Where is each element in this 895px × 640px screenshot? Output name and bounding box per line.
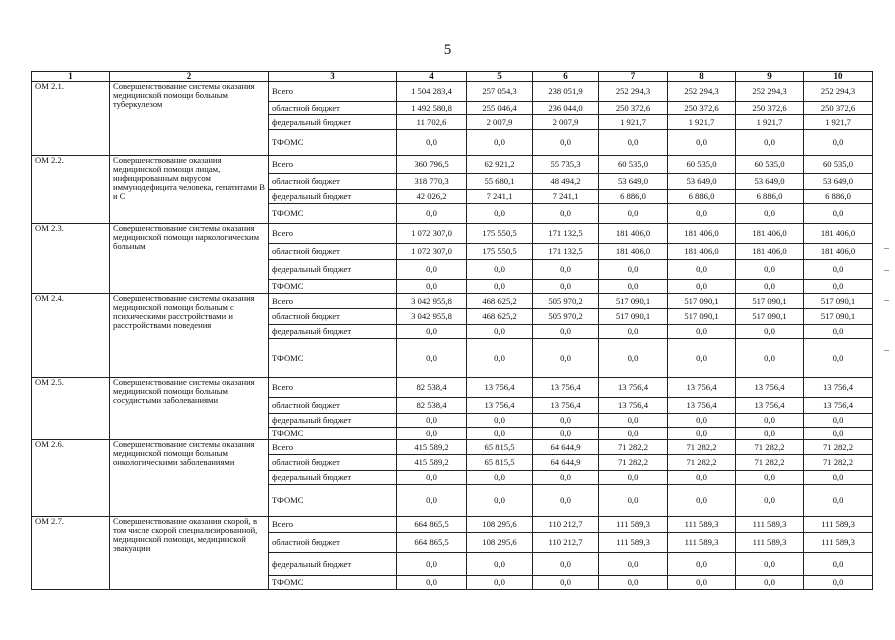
amount-cell: 252 294,3 xyxy=(804,82,873,102)
amount-cell: 0,0 xyxy=(736,414,804,428)
amount-cell: 0,0 xyxy=(599,339,668,378)
amount-cell: 108 295,6 xyxy=(467,517,533,533)
amount-cell: 71 282,2 xyxy=(804,455,873,471)
funding-source: областной бюджет xyxy=(269,398,397,414)
amount-cell: 1 921,7 xyxy=(599,115,668,130)
amount-cell: 0,0 xyxy=(668,130,736,156)
amount-cell: 664 865,5 xyxy=(397,517,467,533)
measure-code: ОМ 2.2. xyxy=(32,156,110,224)
column-header: 9 xyxy=(736,72,804,82)
amount-cell: 13 756,4 xyxy=(736,378,804,398)
amount-cell: 517 090,1 xyxy=(599,294,668,309)
amount-cell: 0,0 xyxy=(397,339,467,378)
amount-cell: 0,0 xyxy=(533,428,599,440)
amount-cell: 0,0 xyxy=(467,576,533,590)
amount-cell: 0,0 xyxy=(668,485,736,517)
measure-name: Совершенствование оказания скорой, в том числе скорой специализированной, медицинской помощи, медицинской эвакуации xyxy=(110,517,269,590)
amount-cell: 53 649,0 xyxy=(668,174,736,190)
amount-cell: 111 589,3 xyxy=(599,533,668,553)
amount-cell: 0,0 xyxy=(804,576,873,590)
amount-cell: 181 406,0 xyxy=(668,244,736,260)
column-header: 5 xyxy=(467,72,533,82)
funding-source: ТФОМС xyxy=(269,428,397,440)
column-header: 1 xyxy=(32,72,110,82)
column-header: 8 xyxy=(668,72,736,82)
funding-source: Всего xyxy=(269,378,397,398)
amount-cell: 0,0 xyxy=(668,414,736,428)
amount-cell: 7 241,1 xyxy=(533,190,599,204)
amount-cell: 60 535,0 xyxy=(736,156,804,174)
page-number: 5 xyxy=(443,42,452,58)
amount-cell: 3 042 955,8 xyxy=(397,294,467,309)
column-header: 3 xyxy=(269,72,397,82)
amount-cell: 111 589,3 xyxy=(804,517,873,533)
funding-source: Всего xyxy=(269,294,397,309)
amount-cell: 71 282,2 xyxy=(599,440,668,455)
column-header: 10 xyxy=(804,72,873,82)
amount-cell: 0,0 xyxy=(736,325,804,339)
amount-cell: 82 538,4 xyxy=(397,398,467,414)
amount-cell: 0,0 xyxy=(599,130,668,156)
amount-cell: 111 589,3 xyxy=(668,533,736,553)
amount-cell: 468 625,2 xyxy=(467,294,533,309)
amount-cell: 65 815,5 xyxy=(467,440,533,455)
amount-cell: 0,0 xyxy=(736,471,804,485)
amount-cell: 0,0 xyxy=(397,414,467,428)
amount-cell: 664 865,5 xyxy=(397,533,467,553)
amount-cell: 0,0 xyxy=(599,576,668,590)
amount-cell: 6 886,0 xyxy=(804,190,873,204)
amount-cell: 13 756,4 xyxy=(804,378,873,398)
amount-cell: 360 796,5 xyxy=(397,156,467,174)
amount-cell: 517 090,1 xyxy=(599,309,668,325)
amount-cell: 0,0 xyxy=(599,204,668,224)
table-row xyxy=(32,224,873,244)
amount-cell: 13 756,4 xyxy=(668,378,736,398)
amount-cell: 1 072 307,0 xyxy=(397,224,467,244)
amount-cell: 60 535,0 xyxy=(668,156,736,174)
amount-cell: 0,0 xyxy=(736,204,804,224)
amount-cell: 0,0 xyxy=(397,428,467,440)
amount-cell: 0,0 xyxy=(397,553,467,576)
amount-cell: 13 756,4 xyxy=(467,378,533,398)
amount-cell: 55 680,1 xyxy=(467,174,533,190)
funding-source: федеральный бюджет xyxy=(269,471,397,485)
amount-cell: 415 589,2 xyxy=(397,440,467,455)
funding-source: ТФОМС xyxy=(269,280,397,294)
measure-code: ОМ 2.3. xyxy=(32,224,110,294)
amount-cell: 0,0 xyxy=(397,204,467,224)
amount-cell: 1 921,7 xyxy=(668,115,736,130)
amount-cell: 0,0 xyxy=(804,130,873,156)
amount-cell: 0,0 xyxy=(533,325,599,339)
amount-cell: 318 770,3 xyxy=(397,174,467,190)
amount-cell: 1 504 283,4 xyxy=(397,82,467,102)
amount-cell: 0,0 xyxy=(533,485,599,517)
amount-cell: 0,0 xyxy=(736,576,804,590)
amount-cell: 252 294,3 xyxy=(668,82,736,102)
amount-cell: 11 702,6 xyxy=(397,115,467,130)
amount-cell: 60 535,0 xyxy=(599,156,668,174)
amount-cell: 60 535,0 xyxy=(804,156,873,174)
amount-cell: 0,0 xyxy=(467,339,533,378)
measure-code: ОМ 2.4. xyxy=(32,294,110,378)
funding-source: Всего xyxy=(269,440,397,455)
amount-cell: 0,0 xyxy=(668,576,736,590)
amount-cell: 0,0 xyxy=(599,471,668,485)
amount-cell: 0,0 xyxy=(599,414,668,428)
funding-source: ТФОМС xyxy=(269,576,397,590)
amount-cell: 0,0 xyxy=(533,130,599,156)
amount-cell: 13 756,4 xyxy=(668,398,736,414)
amount-cell: 0,0 xyxy=(533,260,599,280)
amount-cell: 6 886,0 xyxy=(736,190,804,204)
amount-cell: 0,0 xyxy=(467,325,533,339)
amount-cell: 0,0 xyxy=(668,339,736,378)
amount-cell: 0,0 xyxy=(668,553,736,576)
table-row xyxy=(32,517,873,533)
amount-cell: 53 649,0 xyxy=(736,174,804,190)
funding-source: областной бюджет xyxy=(269,174,397,190)
amount-cell: 2 007,9 xyxy=(467,115,533,130)
amount-cell: 175 550,5 xyxy=(467,244,533,260)
amount-cell: 0,0 xyxy=(668,260,736,280)
funding-source: областной бюджет xyxy=(269,533,397,553)
amount-cell: 111 589,3 xyxy=(804,533,873,553)
amount-cell: 6 886,0 xyxy=(668,190,736,204)
amount-cell: 505 970,2 xyxy=(533,309,599,325)
column-header: 6 xyxy=(533,72,599,82)
measure-code: ОМ 2.7. xyxy=(32,517,110,590)
column-header: 2 xyxy=(110,72,269,82)
amount-cell: 0,0 xyxy=(397,130,467,156)
amount-cell: 2 007,9 xyxy=(533,115,599,130)
amount-cell: 0,0 xyxy=(533,553,599,576)
amount-cell: 0,0 xyxy=(397,576,467,590)
amount-cell: 1 921,7 xyxy=(736,115,804,130)
measure-name: Совершенствование оказания медицинской помощи лицам, инфицированным вирусом иммунодефицита человека, гепатитами В и С xyxy=(110,156,269,224)
amount-cell: 505 970,2 xyxy=(533,294,599,309)
amount-cell: 0,0 xyxy=(467,553,533,576)
amount-cell: 111 589,3 xyxy=(668,517,736,533)
amount-cell: 171 132,5 xyxy=(533,224,599,244)
amount-cell: 1 921,7 xyxy=(804,115,873,130)
amount-cell: 13 756,4 xyxy=(599,398,668,414)
amount-cell: 0,0 xyxy=(533,339,599,378)
measure-code: ОМ 2.5. xyxy=(32,378,110,440)
funding-source: федеральный бюджет xyxy=(269,115,397,130)
amount-cell: 13 756,4 xyxy=(736,398,804,414)
amount-cell: 181 406,0 xyxy=(804,244,873,260)
amount-cell: 71 282,2 xyxy=(736,455,804,471)
amount-cell: 0,0 xyxy=(736,553,804,576)
amount-cell: 71 282,2 xyxy=(668,455,736,471)
amount-cell: 0,0 xyxy=(533,204,599,224)
table-row xyxy=(32,294,873,309)
amount-cell: 257 054,3 xyxy=(467,82,533,102)
amount-cell: 62 921,2 xyxy=(467,156,533,174)
amount-cell: 0,0 xyxy=(397,471,467,485)
amount-cell: 7 241,1 xyxy=(467,190,533,204)
amount-cell: 0,0 xyxy=(599,428,668,440)
amount-cell: 0,0 xyxy=(467,485,533,517)
amount-cell: 175 550,5 xyxy=(467,224,533,244)
amount-cell: 0,0 xyxy=(599,325,668,339)
measure-name: Совершенствование системы оказания медицинской помощи больным туберкулезом xyxy=(110,82,269,156)
amount-cell: 55 735,3 xyxy=(533,156,599,174)
amount-cell: 468 625,2 xyxy=(467,309,533,325)
amount-cell: 0,0 xyxy=(533,471,599,485)
amount-cell: 517 090,1 xyxy=(736,294,804,309)
amount-cell: 181 406,0 xyxy=(736,224,804,244)
amount-cell: 181 406,0 xyxy=(668,224,736,244)
scan-mark xyxy=(884,350,889,351)
amount-cell: 0,0 xyxy=(397,260,467,280)
funding-source: федеральный бюджет xyxy=(269,414,397,428)
table-row xyxy=(32,156,873,174)
amount-cell: 181 406,0 xyxy=(804,224,873,244)
amount-cell: 250 372,6 xyxy=(804,102,873,115)
amount-cell: 0,0 xyxy=(533,414,599,428)
amount-cell: 0,0 xyxy=(804,339,873,378)
amount-cell: 0,0 xyxy=(804,471,873,485)
scan-mark xyxy=(884,270,889,271)
amount-cell: 71 282,2 xyxy=(736,440,804,455)
amount-cell: 0,0 xyxy=(804,260,873,280)
funding-source: Всего xyxy=(269,224,397,244)
amount-cell: 236 044,0 xyxy=(533,102,599,115)
funding-source: федеральный бюджет xyxy=(269,190,397,204)
table-row xyxy=(32,440,873,455)
funding-source: ТФОМС xyxy=(269,130,397,156)
amount-cell: 0,0 xyxy=(804,204,873,224)
amount-cell: 1 072 307,0 xyxy=(397,244,467,260)
amount-cell: 13 756,4 xyxy=(599,378,668,398)
amount-cell: 0,0 xyxy=(668,204,736,224)
measure-name: Совершенствование системы оказания медицинской помощи больным с психическими расстройствами и расстройствами поведения xyxy=(110,294,269,378)
amount-cell: 0,0 xyxy=(804,485,873,517)
amount-cell: 111 589,3 xyxy=(736,517,804,533)
amount-cell: 48 494,2 xyxy=(533,174,599,190)
amount-cell: 0,0 xyxy=(736,130,804,156)
amount-cell: 6 886,0 xyxy=(599,190,668,204)
amount-cell: 13 756,4 xyxy=(467,398,533,414)
measure-code: ОМ 2.1. xyxy=(32,82,110,156)
amount-cell: 53 649,0 xyxy=(804,174,873,190)
amount-cell: 13 756,4 xyxy=(804,398,873,414)
amount-cell: 0,0 xyxy=(599,280,668,294)
amount-cell: 0,0 xyxy=(397,325,467,339)
amount-cell: 0,0 xyxy=(533,576,599,590)
funding-source: ТФОМС xyxy=(269,204,397,224)
amount-cell: 517 090,1 xyxy=(668,294,736,309)
scan-mark xyxy=(884,248,889,249)
amount-cell: 64 644,9 xyxy=(533,440,599,455)
measure-code: ОМ 2.6. xyxy=(32,440,110,517)
amount-cell: 111 589,3 xyxy=(736,533,804,553)
amount-cell: 0,0 xyxy=(804,414,873,428)
amount-cell: 0,0 xyxy=(467,130,533,156)
amount-cell: 110 212,7 xyxy=(533,533,599,553)
amount-cell: 238 051,9 xyxy=(533,82,599,102)
header-row xyxy=(32,72,873,82)
table-row xyxy=(32,82,873,102)
amount-cell: 111 589,3 xyxy=(599,517,668,533)
amount-cell: 250 372,6 xyxy=(736,102,804,115)
amount-cell: 517 090,1 xyxy=(804,294,873,309)
amount-cell: 517 090,1 xyxy=(736,309,804,325)
funding-source: областной бюджет xyxy=(269,455,397,471)
amount-cell: 252 294,3 xyxy=(599,82,668,102)
measure-name: Совершенствование системы оказания медицинской помощи больным онкологическими заболеваниями xyxy=(110,440,269,517)
amount-cell: 53 649,0 xyxy=(599,174,668,190)
funding-source: федеральный бюджет xyxy=(269,260,397,280)
amount-cell: 0,0 xyxy=(736,260,804,280)
funding-source: областной бюджет xyxy=(269,309,397,325)
amount-cell: 110 212,7 xyxy=(533,517,599,533)
funding-source: областной бюджет xyxy=(269,244,397,260)
amount-cell: 517 090,1 xyxy=(804,309,873,325)
amount-cell: 0,0 xyxy=(467,260,533,280)
funding-source: Всего xyxy=(269,517,397,533)
amount-cell: 71 282,2 xyxy=(668,440,736,455)
amount-cell: 64 644,9 xyxy=(533,455,599,471)
amount-cell: 71 282,2 xyxy=(804,440,873,455)
amount-cell: 0,0 xyxy=(668,471,736,485)
table-row xyxy=(32,378,873,398)
amount-cell: 0,0 xyxy=(467,204,533,224)
amount-cell: 415 589,2 xyxy=(397,455,467,471)
amount-cell: 0,0 xyxy=(736,280,804,294)
amount-cell: 0,0 xyxy=(467,428,533,440)
funding-source: Всего xyxy=(269,82,397,102)
amount-cell: 250 372,6 xyxy=(668,102,736,115)
amount-cell: 1 492 580,8 xyxy=(397,102,467,115)
amount-cell: 82 538,4 xyxy=(397,378,467,398)
amount-cell: 0,0 xyxy=(736,339,804,378)
amount-cell: 0,0 xyxy=(467,414,533,428)
amount-cell: 181 406,0 xyxy=(599,244,668,260)
amount-cell: 71 282,2 xyxy=(599,455,668,471)
column-header: 7 xyxy=(599,72,668,82)
amount-cell: 0,0 xyxy=(736,428,804,440)
amount-cell: 0,0 xyxy=(467,471,533,485)
amount-cell: 3 042 955,8 xyxy=(397,309,467,325)
amount-cell: 0,0 xyxy=(397,485,467,517)
amount-cell: 0,0 xyxy=(804,325,873,339)
amount-cell: 171 132,5 xyxy=(533,244,599,260)
amount-cell: 181 406,0 xyxy=(599,224,668,244)
amount-cell: 0,0 xyxy=(804,553,873,576)
amount-cell: 0,0 xyxy=(599,485,668,517)
budget-table xyxy=(31,71,873,590)
amount-cell: 517 090,1 xyxy=(668,309,736,325)
amount-cell: 13 756,4 xyxy=(533,378,599,398)
funding-source: Всего xyxy=(269,156,397,174)
funding-source: областной бюджет xyxy=(269,102,397,115)
funding-source: федеральный бюджет xyxy=(269,325,397,339)
column-header: 4 xyxy=(397,72,467,82)
amount-cell: 0,0 xyxy=(533,280,599,294)
funding-source: ТФОМС xyxy=(269,485,397,517)
funding-source: федеральный бюджет xyxy=(269,553,397,576)
amount-cell: 0,0 xyxy=(804,428,873,440)
amount-cell: 0,0 xyxy=(467,280,533,294)
amount-cell: 181 406,0 xyxy=(736,244,804,260)
amount-cell: 42 026,2 xyxy=(397,190,467,204)
amount-cell: 0,0 xyxy=(668,325,736,339)
amount-cell: 0,0 xyxy=(668,428,736,440)
amount-cell: 13 756,4 xyxy=(533,398,599,414)
amount-cell: 252 294,3 xyxy=(736,82,804,102)
scan-mark xyxy=(884,300,889,301)
amount-cell: 255 046,4 xyxy=(467,102,533,115)
amount-cell: 0,0 xyxy=(804,280,873,294)
amount-cell: 0,0 xyxy=(397,280,467,294)
amount-cell: 0,0 xyxy=(668,280,736,294)
measure-name: Совершенствование системы оказания медицинской помощи наркологическим больным xyxy=(110,224,269,294)
amount-cell: 0,0 xyxy=(599,553,668,576)
amount-cell: 108 295,6 xyxy=(467,533,533,553)
measure-name: Совершенствование системы оказания медицинской помощи больным сосудистыми заболеваниями xyxy=(110,378,269,440)
amount-cell: 0,0 xyxy=(736,485,804,517)
amount-cell: 250 372,6 xyxy=(599,102,668,115)
funding-source: ТФОМС xyxy=(269,339,397,378)
amount-cell: 0,0 xyxy=(599,260,668,280)
amount-cell: 65 815,5 xyxy=(467,455,533,471)
